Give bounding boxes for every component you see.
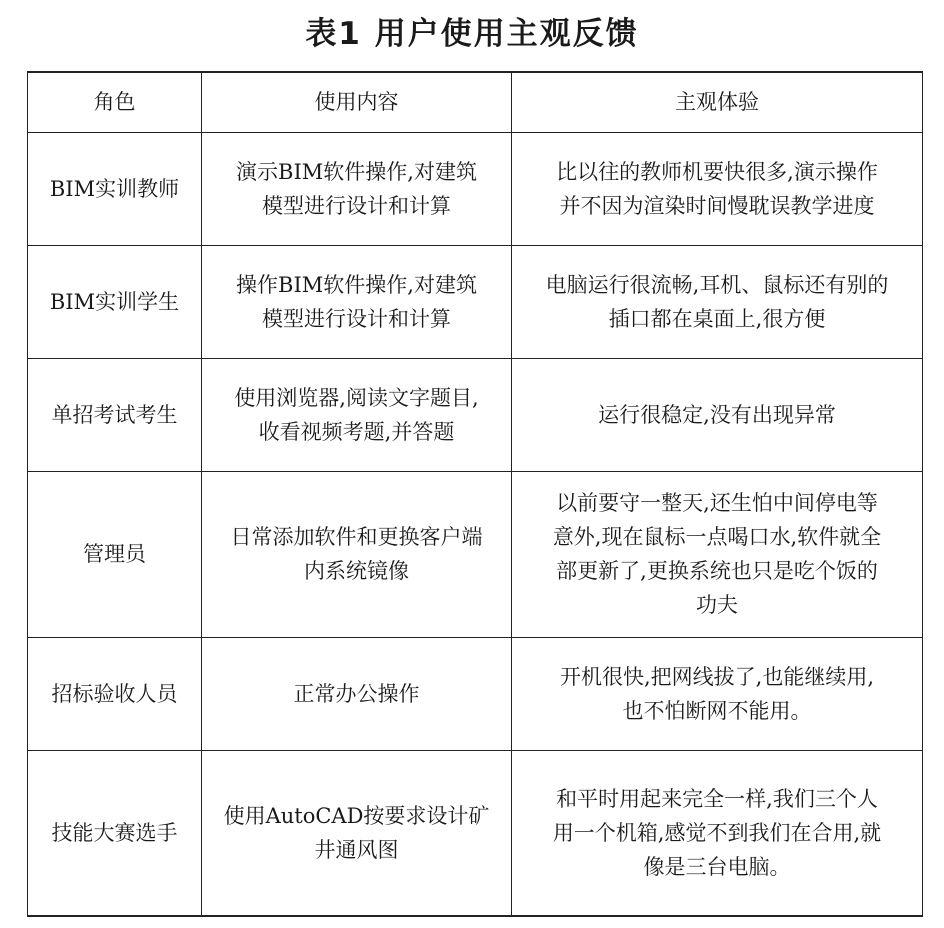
experience-cell: 比以往的教师机要快很多,演示操作 并不因为渲染时间慢耽误教学进度: [512, 132, 923, 245]
table-row: [28, 358, 923, 471]
header-experience: 主观体验: [512, 72, 923, 132]
table-title: 表1 用户使用主观反馈: [305, 16, 639, 52]
feedback-table: [27, 71, 923, 917]
role-cell: BIM实训教师: [28, 132, 202, 245]
content-cell: 使用浏览器,阅读文字题目, 收看视频考题,并答题: [202, 358, 512, 471]
experience-cell: 运行很稳定,没有出现异常: [512, 358, 923, 471]
content-cell: 使用AutoCAD按要求设计矿 井通风图: [202, 750, 512, 916]
content-cell: 演示BIM软件操作,对建筑 模型进行设计和计算: [202, 132, 512, 245]
table-row: [28, 132, 923, 245]
table-row: [28, 245, 923, 358]
header-role: 角色: [28, 72, 202, 132]
role-cell: 招标验收人员: [28, 637, 202, 750]
content-cell: 日常添加软件和更换客户端 内系统镜像: [202, 471, 512, 637]
table-header-row: [28, 72, 923, 132]
experience-cell: 电脑运行很流畅,耳机、鼠标还有别的 插口都在桌面上,很方便: [512, 245, 923, 358]
header-content: 使用内容: [202, 72, 512, 132]
experience-cell: 以前要守一整天,还生怕中间停电等 意外,现在鼠标一点喝口水,软件就全 部更新了,更换系统也只是吃个饭的 功夫: [512, 471, 923, 637]
content-cell: 正常办公操作: [202, 637, 512, 750]
role-cell: 技能大赛选手: [28, 750, 202, 916]
content-cell: 操作BIM软件操作,对建筑 模型进行设计和计算: [202, 245, 512, 358]
experience-cell: 和平时用起来完全一样,我们三个人 用一个机箱,感觉不到我们在合用,就 像是三台电脑。: [512, 750, 923, 916]
table-row: [28, 637, 923, 750]
experience-cell: 开机很快,把网线拔了,也能继续用, 也不怕断网不能用。: [512, 637, 923, 750]
role-cell: 单招考试考生: [28, 358, 202, 471]
role-cell: BIM实训学生: [28, 245, 202, 358]
table-row: [28, 750, 923, 916]
role-cell: 管理员: [28, 471, 202, 637]
table-row: [28, 471, 923, 637]
